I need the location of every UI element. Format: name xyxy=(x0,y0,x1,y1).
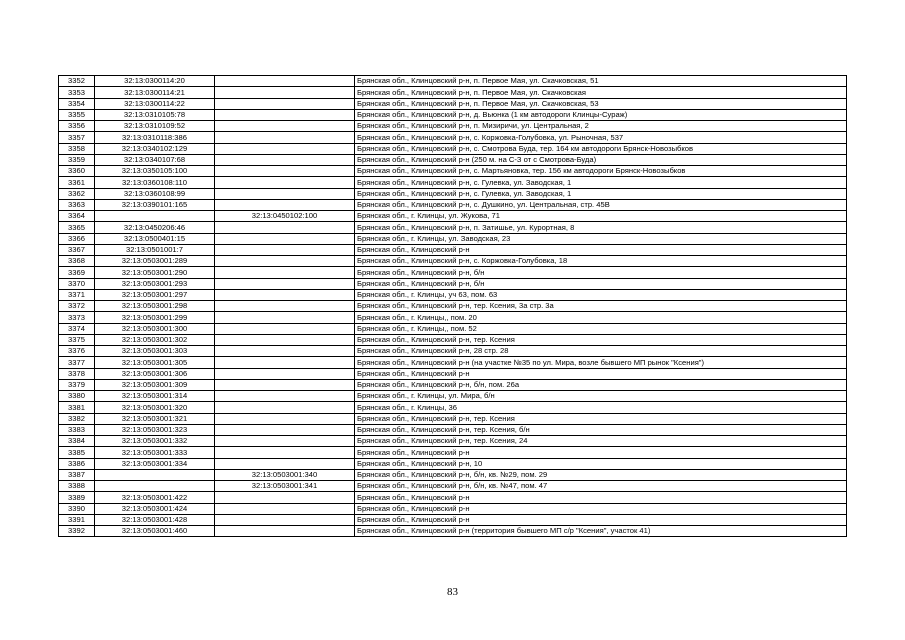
cadastral-number-cell: 32:13:0503001:293 xyxy=(95,278,215,289)
table-row xyxy=(59,503,847,514)
address-cell: Брянская обл., Клинцовский р-н xyxy=(355,503,847,514)
building-cadastral-number-cell: 32:13:0450102:100 xyxy=(215,211,355,222)
table-row xyxy=(59,447,847,458)
building-cadastral-number-cell xyxy=(215,121,355,132)
cadastral-number-cell: 32:13:0503001:305 xyxy=(95,357,215,368)
cadastral-number-cell: 32:13:0503001:289 xyxy=(95,256,215,267)
cadastral-number-cell xyxy=(95,211,215,222)
cadastral-number-cell: 32:13:0503001:302 xyxy=(95,334,215,345)
address-cell: Брянская обл., Клинцовский р-н, тер. Ксения xyxy=(355,334,847,345)
address-cell: Брянская обл., Клинцовский р-н, тер. Ксения, б/н xyxy=(355,424,847,435)
address-cell: Брянская обл., Клинцовский р-н, тер. Ксения, 24 xyxy=(355,436,847,447)
building-cadastral-number-cell xyxy=(215,244,355,255)
building-cadastral-number-cell xyxy=(215,402,355,413)
cadastral-number-cell: 32:13:0360108:99 xyxy=(95,188,215,199)
address-cell: Брянская обл., Клинцовский р-н, б/н, пом. 26а xyxy=(355,379,847,390)
table-row xyxy=(59,87,847,98)
building-cadastral-number-cell xyxy=(215,233,355,244)
row-number-cell: 3356 xyxy=(59,121,95,132)
cadastral-number-cell: 32:13:0503001:314 xyxy=(95,391,215,402)
building-cadastral-number-cell xyxy=(215,436,355,447)
cadastral-number-cell: 32:13:0503001:297 xyxy=(95,289,215,300)
cadastral-number-cell: 32:13:0300114:20 xyxy=(95,76,215,87)
address-cell: Брянская обл., Клинцовский р-н, д. Вьюнка (1 км автодороги Клинцы-Сураж) xyxy=(355,109,847,120)
table-row xyxy=(59,154,847,165)
table-row xyxy=(59,436,847,447)
building-cadastral-number-cell xyxy=(215,188,355,199)
cadastral-number-cell: 32:13:0503001:332 xyxy=(95,436,215,447)
address-cell: Брянская обл., Клинцовский р-н (250 м. на С-З от с Смотрова-Буда) xyxy=(355,154,847,165)
table-row xyxy=(59,233,847,244)
building-cadastral-number-cell xyxy=(215,312,355,323)
row-number-cell: 3363 xyxy=(59,199,95,210)
address-cell: Брянская обл., Клинцовский р-н, с. Коржовка-Голубовка, 18 xyxy=(355,256,847,267)
building-cadastral-number-cell xyxy=(215,76,355,87)
address-cell: Брянская обл., Клинцовский р-н, п. Первое Мая, ул. Скачковская xyxy=(355,87,847,98)
row-number-cell: 3382 xyxy=(59,413,95,424)
address-cell: Брянская обл., Клинцовский р-н (на участке №35 по ул. Мира, возле бывшего МП рынок "Ксения") xyxy=(355,357,847,368)
building-cadastral-number-cell xyxy=(215,447,355,458)
row-number-cell: 3371 xyxy=(59,289,95,300)
table-row xyxy=(59,166,847,177)
address-cell: Брянская обл., Клинцовский р-н xyxy=(355,492,847,503)
table-row xyxy=(59,121,847,132)
cadastral-number-cell: 32:13:0503001:422 xyxy=(95,492,215,503)
cadastral-number-cell: 32:13:0350105:100 xyxy=(95,166,215,177)
building-cadastral-number-cell xyxy=(215,526,355,537)
building-cadastral-number-cell xyxy=(215,87,355,98)
table-row xyxy=(59,323,847,334)
row-number-cell: 3365 xyxy=(59,222,95,233)
building-cadastral-number-cell xyxy=(215,346,355,357)
address-cell: Брянская обл., Клинцовский р-н, б/н, кв. №29, пом. 29 xyxy=(355,469,847,480)
row-number-cell: 3381 xyxy=(59,402,95,413)
cadastral-number-cell: 32:13:0310109:52 xyxy=(95,121,215,132)
address-cell: Брянская обл., г. Клинцы, ул. Мира, б/н xyxy=(355,391,847,402)
building-cadastral-number-cell xyxy=(215,256,355,267)
row-number-cell: 3361 xyxy=(59,177,95,188)
cadastral-number-cell: 32:13:0503001:306 xyxy=(95,368,215,379)
address-cell: Брянская обл., Клинцовский р-н xyxy=(355,368,847,379)
address-cell: Брянская обл., Клинцовский р-н, б/н xyxy=(355,267,847,278)
building-cadastral-number-cell xyxy=(215,368,355,379)
address-cell: Брянская обл., г. Клинцы,, пом. 52 xyxy=(355,323,847,334)
address-cell: Брянская обл., Клинцовский р-н, тер. Ксения xyxy=(355,413,847,424)
table-row xyxy=(59,469,847,480)
table-row xyxy=(59,391,847,402)
cadastral-number-cell: 32:13:0340107:68 xyxy=(95,154,215,165)
cadastral-number-cell: 32:13:0300114:22 xyxy=(95,98,215,109)
row-number-cell: 3353 xyxy=(59,87,95,98)
cadastral-number-cell: 32:13:0503001:309 xyxy=(95,379,215,390)
table-row xyxy=(59,132,847,143)
address-cell: Брянская обл., Клинцовский р-н, п. Первое Мая, ул. Скачковская, 53 xyxy=(355,98,847,109)
table-row xyxy=(59,458,847,469)
building-cadastral-number-cell xyxy=(215,177,355,188)
building-cadastral-number-cell xyxy=(215,222,355,233)
row-number-cell: 3383 xyxy=(59,424,95,435)
building-cadastral-number-cell xyxy=(215,109,355,120)
address-cell: Брянская обл., Клинцовский р-н, с. Смотрова Буда, тер. 164 км автодороги Брянск-Новозыбков xyxy=(355,143,847,154)
building-cadastral-number-cell xyxy=(215,458,355,469)
cadastral-number-cell: 32:13:0500401:15 xyxy=(95,233,215,244)
row-number-cell: 3385 xyxy=(59,447,95,458)
table-row xyxy=(59,109,847,120)
building-cadastral-number-cell: 32:13:0503001:340 xyxy=(215,469,355,480)
building-cadastral-number-cell xyxy=(215,267,355,278)
building-cadastral-number-cell xyxy=(215,166,355,177)
table-row xyxy=(59,526,847,537)
cadastral-number-cell: 32:13:0503001:424 xyxy=(95,503,215,514)
cadastral-number-cell: 32:13:0503001:333 xyxy=(95,447,215,458)
cadastral-number-cell: 32:13:0310118:386 xyxy=(95,132,215,143)
row-number-cell: 3370 xyxy=(59,278,95,289)
cadastral-number-cell: 32:13:0310105:78 xyxy=(95,109,215,120)
address-cell: Брянская обл., Клинцовский р-н, п. Затишье, ул. Курортная, 8 xyxy=(355,222,847,233)
table-row xyxy=(59,402,847,413)
address-cell: Брянская обл., г. Клинцы, ул. Заводская, 23 xyxy=(355,233,847,244)
cadastral-number-cell: 32:13:0360108:110 xyxy=(95,177,215,188)
cadastral-number-cell xyxy=(95,469,215,480)
table-row xyxy=(59,76,847,87)
table-row xyxy=(59,312,847,323)
table-row xyxy=(59,357,847,368)
address-cell: Брянская обл., Клинцовский р-н, п. Первое Мая, ул. Скачковская, 51 xyxy=(355,76,847,87)
address-cell: Брянская обл., Клинцовский р-н, тер. Ксения, 3а стр. 3а xyxy=(355,301,847,312)
cadastral-number-cell: 32:13:0503001:299 xyxy=(95,312,215,323)
cadastral-number-cell: 32:13:0503001:290 xyxy=(95,267,215,278)
table-row xyxy=(59,244,847,255)
address-cell: Брянская обл., Клинцовский р-н, 28 стр. 28 xyxy=(355,346,847,357)
cadastral-number-cell: 32:13:0503001:300 xyxy=(95,323,215,334)
row-number-cell: 3364 xyxy=(59,211,95,222)
building-cadastral-number-cell xyxy=(215,391,355,402)
cadastral-number-cell: 32:13:0503001:460 xyxy=(95,526,215,537)
table-row xyxy=(59,177,847,188)
cadastral-number-cell: 32:13:0340102:129 xyxy=(95,143,215,154)
cadastral-number-cell: 32:13:0450206:46 xyxy=(95,222,215,233)
row-number-cell: 3387 xyxy=(59,469,95,480)
table-row xyxy=(59,256,847,267)
building-cadastral-number-cell xyxy=(215,323,355,334)
cadastral-number-cell: 32:13:0503001:298 xyxy=(95,301,215,312)
table-row xyxy=(59,514,847,525)
address-cell: Брянская обл., Клинцовский р-н, с. Гулевка, ул. Заводская, 1 xyxy=(355,177,847,188)
row-number-cell: 3390 xyxy=(59,503,95,514)
row-number-cell: 3380 xyxy=(59,391,95,402)
address-cell: Брянская обл., Клинцовский р-н, с. Коржовка-Голубовка, ул. Рыночная, 537 xyxy=(355,132,847,143)
row-number-cell: 3389 xyxy=(59,492,95,503)
row-number-cell: 3354 xyxy=(59,98,95,109)
row-number-cell: 3367 xyxy=(59,244,95,255)
cadastral-number-cell xyxy=(95,481,215,492)
address-cell: Брянская обл., Клинцовский р-н, 10 xyxy=(355,458,847,469)
building-cadastral-number-cell xyxy=(215,278,355,289)
table-row xyxy=(59,98,847,109)
row-number-cell: 3379 xyxy=(59,379,95,390)
address-cell: Брянская обл., Клинцовский р-н (территория бывшего МП с/р "Ксения", участок 41) xyxy=(355,526,847,537)
building-cadastral-number-cell xyxy=(215,413,355,424)
row-number-cell: 3378 xyxy=(59,368,95,379)
row-number-cell: 3358 xyxy=(59,143,95,154)
table-row xyxy=(59,334,847,345)
row-number-cell: 3357 xyxy=(59,132,95,143)
row-number-cell: 3384 xyxy=(59,436,95,447)
registry-table-body xyxy=(59,76,847,537)
building-cadastral-number-cell xyxy=(215,514,355,525)
row-number-cell: 3360 xyxy=(59,166,95,177)
table-row xyxy=(59,278,847,289)
address-cell: Брянская обл., г. Клинцы, ул. Жукова, 71 xyxy=(355,211,847,222)
row-number-cell: 3373 xyxy=(59,312,95,323)
table-row xyxy=(59,188,847,199)
row-number-cell: 3359 xyxy=(59,154,95,165)
page-number: 83 xyxy=(447,586,458,598)
address-cell: Брянская обл., г. Клинцы,, пом. 20 xyxy=(355,312,847,323)
row-number-cell: 3392 xyxy=(59,526,95,537)
row-number-cell: 3391 xyxy=(59,514,95,525)
address-cell: Брянская обл., Клинцовский р-н, с. Гулевка, ул. Заводская, 1 xyxy=(355,188,847,199)
address-cell: Брянская обл., Клинцовский р-н xyxy=(355,447,847,458)
row-number-cell: 3388 xyxy=(59,481,95,492)
address-cell: Брянская обл., Клинцовский р-н xyxy=(355,244,847,255)
building-cadastral-number-cell xyxy=(215,199,355,210)
row-number-cell: 3366 xyxy=(59,233,95,244)
cadastral-number-cell: 32:13:0503001:321 xyxy=(95,413,215,424)
table-row xyxy=(59,424,847,435)
building-cadastral-number-cell xyxy=(215,98,355,109)
building-cadastral-number-cell xyxy=(215,492,355,503)
building-cadastral-number-cell xyxy=(215,357,355,368)
row-number-cell: 3355 xyxy=(59,109,95,120)
cadastral-number-cell: 32:13:0300114:21 xyxy=(95,87,215,98)
table-row xyxy=(59,222,847,233)
table-row xyxy=(59,143,847,154)
cadastral-number-cell: 32:13:0503001:428 xyxy=(95,514,215,525)
address-cell: Брянская обл., Клинцовский р-н, п. Мизиричи, ул. Центральная, 2 xyxy=(355,121,847,132)
row-number-cell: 3372 xyxy=(59,301,95,312)
address-cell: Брянская обл., Клинцовский р-н, б/н xyxy=(355,278,847,289)
address-cell: Брянская обл., Клинцовский р-н, с. Мартьяновка, тер. 156 км автодороги Брянск-Новозыбков xyxy=(355,166,847,177)
building-cadastral-number-cell: 32:13:0503001:341 xyxy=(215,481,355,492)
cadastral-number-cell: 32:13:0503001:323 xyxy=(95,424,215,435)
building-cadastral-number-cell xyxy=(215,132,355,143)
building-cadastral-number-cell xyxy=(215,289,355,300)
row-number-cell: 3376 xyxy=(59,346,95,357)
row-number-cell: 3377 xyxy=(59,357,95,368)
table-row xyxy=(59,492,847,503)
row-number-cell: 3375 xyxy=(59,334,95,345)
address-cell: Брянская обл., Клинцовский р-н, с. Душкино, ул. Центральная, стр. 45В xyxy=(355,199,847,210)
row-number-cell: 3362 xyxy=(59,188,95,199)
table-row xyxy=(59,368,847,379)
row-number-cell: 3386 xyxy=(59,458,95,469)
table-row xyxy=(59,301,847,312)
address-cell: Брянская обл., Клинцовский р-н xyxy=(355,514,847,525)
registry-table xyxy=(58,75,847,537)
row-number-cell: 3352 xyxy=(59,76,95,87)
row-number-cell: 3368 xyxy=(59,256,95,267)
building-cadastral-number-cell xyxy=(215,154,355,165)
table-row xyxy=(59,289,847,300)
table-row xyxy=(59,481,847,492)
address-cell: Брянская обл., г. Клинцы, 36 xyxy=(355,402,847,413)
address-cell: Брянская обл., г. Клинцы, уч 63, пом. 63 xyxy=(355,289,847,300)
building-cadastral-number-cell xyxy=(215,334,355,345)
cadastral-number-cell: 32:13:0390101:165 xyxy=(95,199,215,210)
table-row xyxy=(59,199,847,210)
building-cadastral-number-cell xyxy=(215,143,355,154)
table-row xyxy=(59,267,847,278)
table-row xyxy=(59,413,847,424)
building-cadastral-number-cell xyxy=(215,301,355,312)
row-number-cell: 3369 xyxy=(59,267,95,278)
cadastral-number-cell: 32:13:0503001:320 xyxy=(95,402,215,413)
table-row xyxy=(59,346,847,357)
cadastral-number-cell: 32:13:0501001:7 xyxy=(95,244,215,255)
row-number-cell: 3374 xyxy=(59,323,95,334)
building-cadastral-number-cell xyxy=(215,379,355,390)
table-row xyxy=(59,211,847,222)
cadastral-number-cell: 32:13:0503001:303 xyxy=(95,346,215,357)
table-row xyxy=(59,379,847,390)
cadastral-number-cell: 32:13:0503001:334 xyxy=(95,458,215,469)
address-cell: Брянская обл., Клинцовский р-н, б/н, кв. №47, пом. 47 xyxy=(355,481,847,492)
building-cadastral-number-cell xyxy=(215,424,355,435)
building-cadastral-number-cell xyxy=(215,503,355,514)
